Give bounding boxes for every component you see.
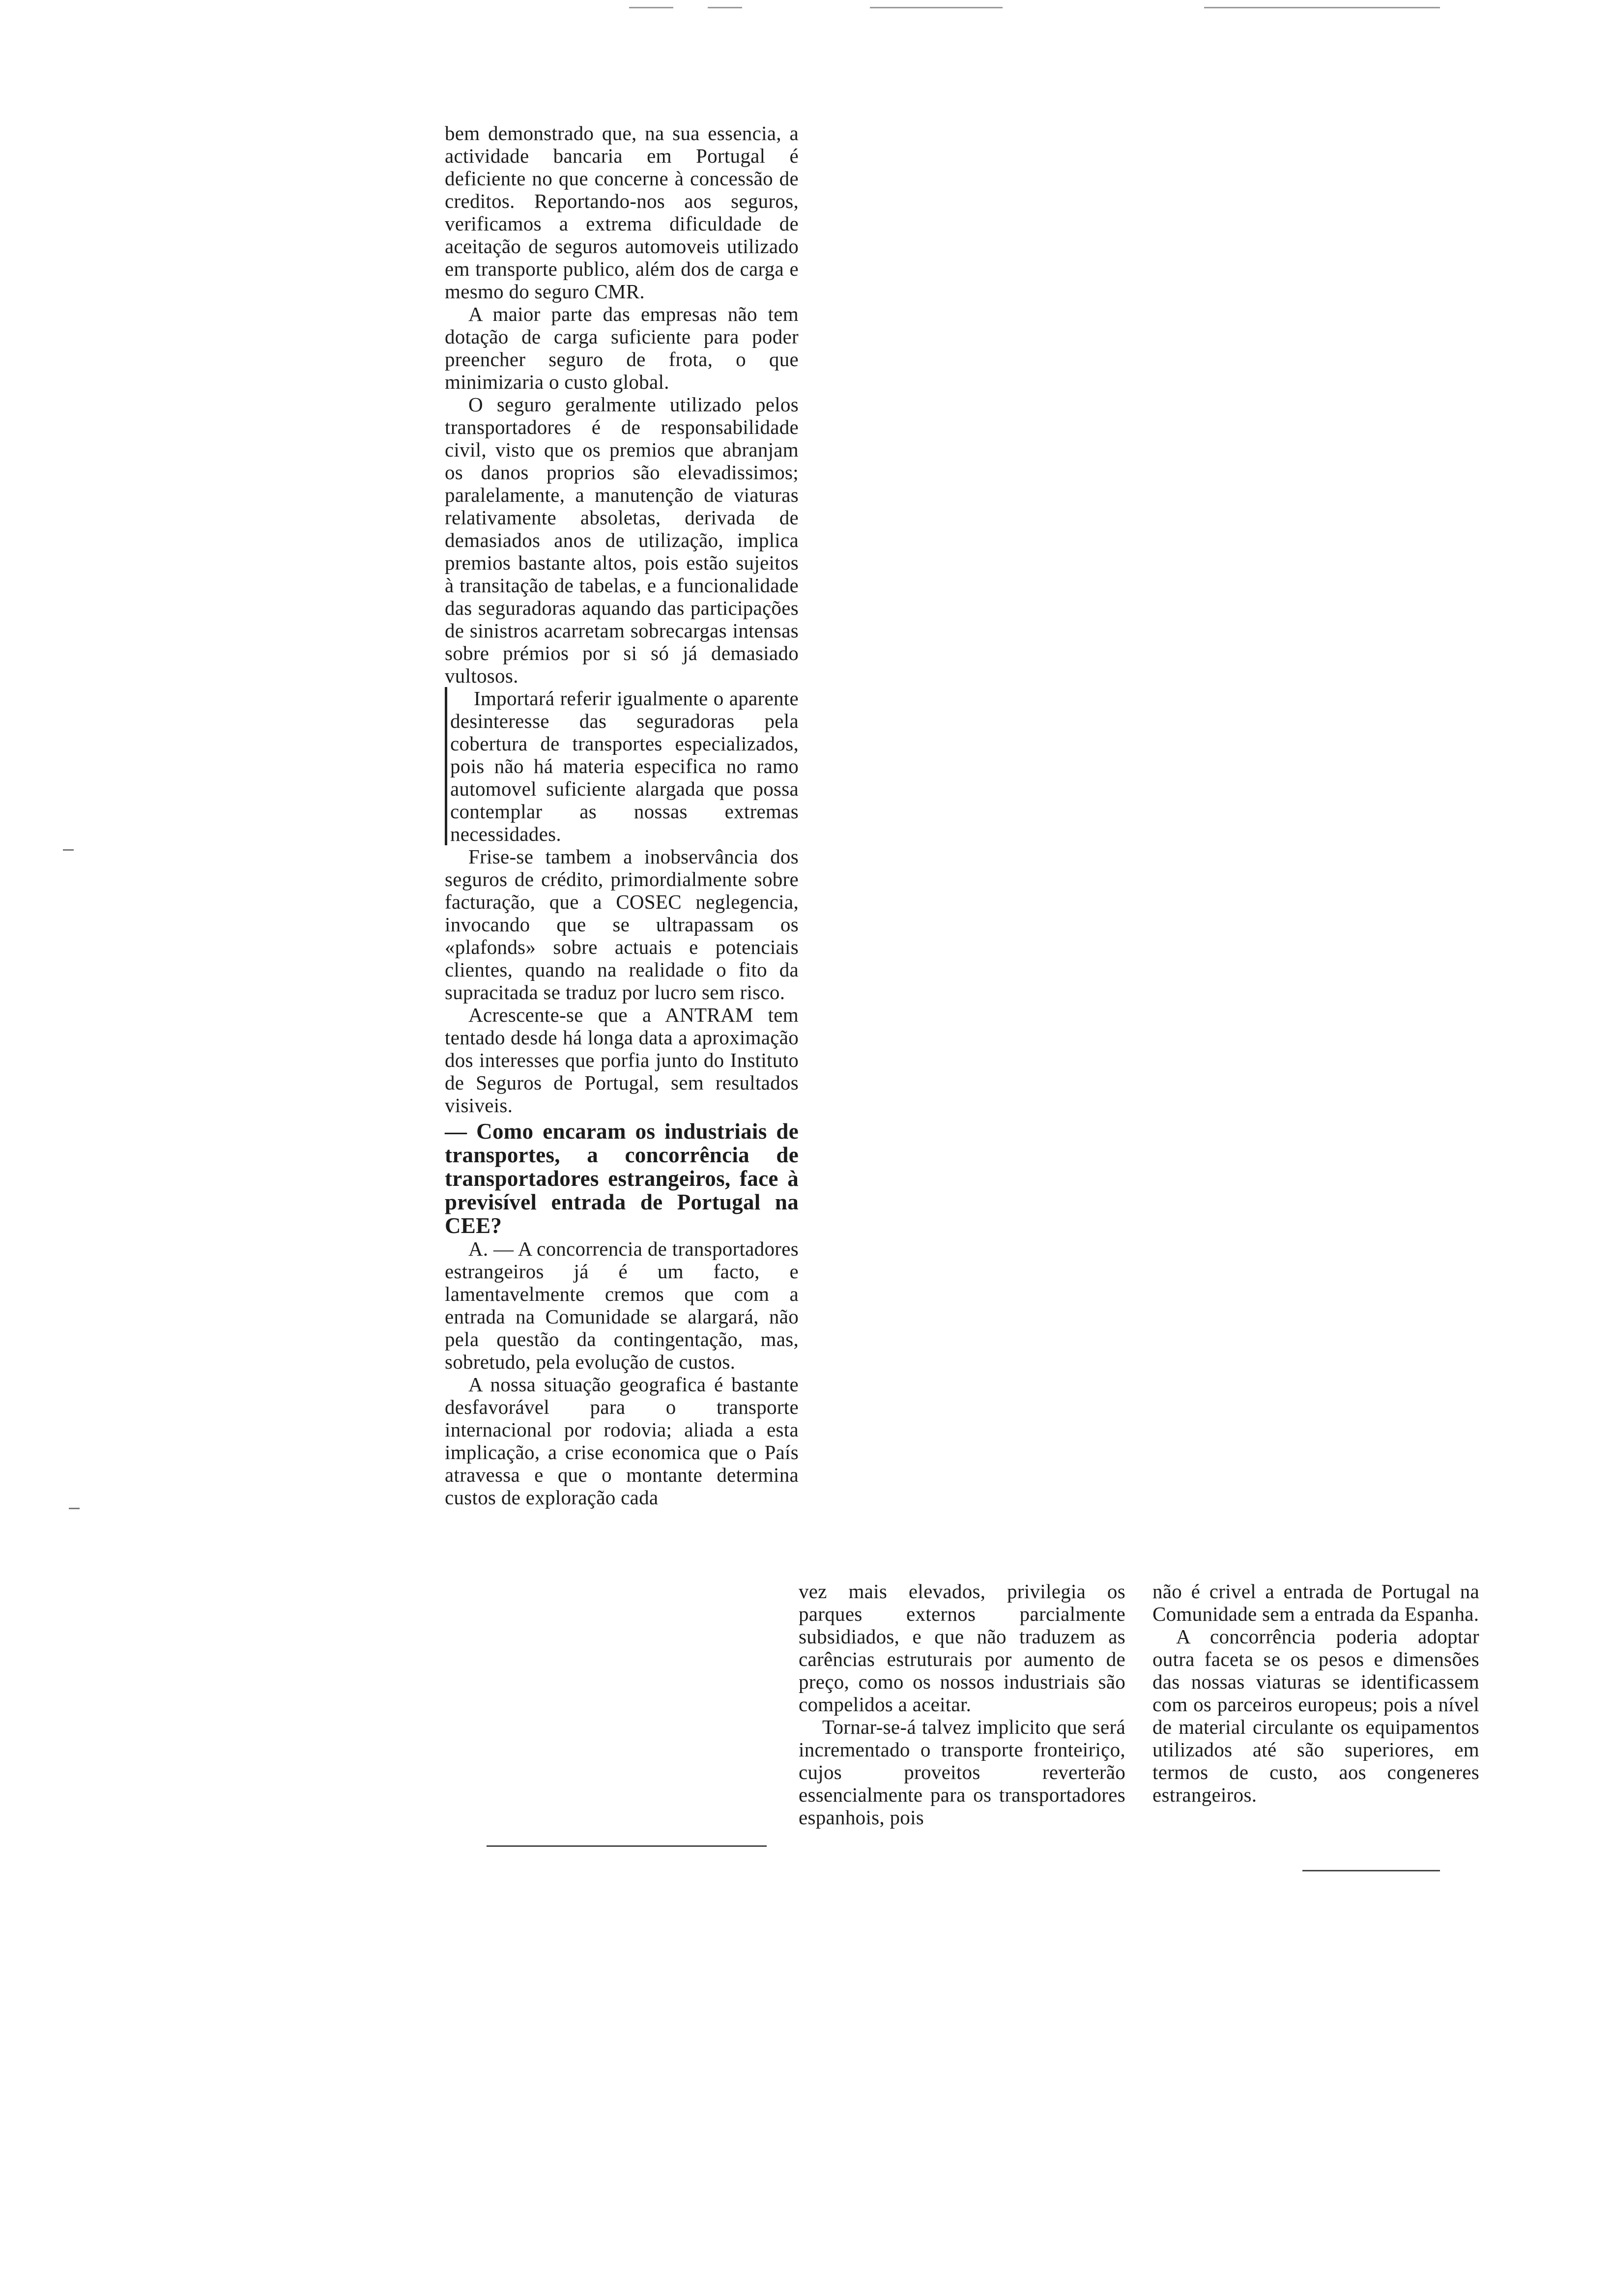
column-3-bottom-rule — [1302, 1870, 1440, 1871]
article-column-2 — [799, 1580, 1125, 1829]
col3-paragraph-2: A concorrência poderia adoptar outra faceta se os pesos e dimensões das nossas viaturas se identificassem com os parceiros europeus; pois a nível de material circulante os equipamentos utilizados até são superiores, em termos de custo, aos congeneres estrangeiros. — [1152, 1625, 1479, 1806]
interview-question: — Como encaram os industriais de transportes, a concorrência de transportadores estrangeiros, face à previsível entrada de Portugal na CEE? — [445, 1119, 799, 1238]
answer-paragraph-2: A nossa situação geografica é bastante desfavorável para o transporte internacional por rodovia; aliada a esta implicação, a crise economica que o País atravessa e que o montante determina custos de exploração cada — [445, 1373, 799, 1509]
col1-paragraph-5: Frise-se tambem a inobservância dos seguros de crédito, primordialmente sobre facturação, que a COSEC neglegencia, invocando que se ultrapassam os «plafonds» sobre actuais e potenciais clientes, quando na realidade o fito da supracitada se traduz por lucro sem risco. — [445, 845, 799, 1004]
article-column-3 — [1152, 1580, 1479, 1806]
margin-tick-2 — [69, 1508, 80, 1509]
margin-tick-1 — [63, 849, 74, 851]
top-rule-left-2 — [708, 7, 742, 8]
col1-paragraph-1: bem demonstrado que, na sua essencia, a actividade bancaria em Portugal é deficiente no que concerne à concessão de creditos. Reportando-nos aos seguros, verificamos a extrema dificuldade de aceitação de seguros automoveis utilizado em transporte publico, além dos de carga e mesmo do seguro CMR. — [445, 122, 799, 303]
col3-paragraph-1: não é crivel a entrada de Portugal na Comunidade sem a entrada da Espanha. — [1152, 1580, 1479, 1625]
article-column-1 — [445, 122, 799, 1509]
column-1-bottom-rule — [487, 1845, 767, 1847]
col1-paragraph-6: Acrescente-se que a ANTRAM tem tentado desde há longa data a aproximação dos interesses que porfia junto do Instituto de Seguros de Portugal, sem resultados visiveis. — [445, 1004, 799, 1117]
answer-paragraph-1: A. — A concorrencia de transportadores estrangeiros já é um facto, e lamentavelmente cremos que com a entrada na Comunidade se alargará, não pela questão da contingentação, mas, sobretudo, pela evolução de custos. — [445, 1237, 799, 1373]
top-rule-middle — [870, 7, 1003, 8]
col2-paragraph-2: Tornar-se-á talvez implicito que será incrementado o transporte fronteiriço, cujos proveitos reverterão essencialmente para os transportadores espanhois, pois — [799, 1716, 1125, 1829]
col1-paragraph-2: A maior parte das empresas não tem dotação de carga suficiente para poder preencher seguro de frota, o que minimizaria o custo global. — [445, 303, 799, 393]
col2-paragraph-1: vez mais elevados, privilegia os parques externos parcialmente subsidiados, e que não traduzem as carências estruturais por aumento de preço, como os nossos industriais são compelidos a aceitar. — [799, 1580, 1125, 1716]
top-rule-left — [629, 7, 673, 8]
col1-paragraph-3: O seguro geralmente utilizado pelos transportadores é de responsabilidade civil, visto que os premios que abranjam os danos proprios são elevadissimos; paralelamente, a manutenção de viaturas relativamente absoletas, derivada de demasiados anos de utilização, implica premios bastante altos, pois estão sujeitos à transitação de tabelas, e a funcionalidade das seguradoras aquando das participações de sinistros acarretam sobrecargas intensas sobre prémios por si só já demasiado vultosos. — [445, 393, 799, 687]
top-rule-right — [1204, 7, 1440, 8]
col1-paragraph-4: Importará referir igualmente o aparente desinteresse das seguradoras pela cobertura de transportes especializados, pois não há materia especifica no ramo automovel suficiente alargada que possa contemplar as nossas extremas necessidades. — [445, 687, 799, 845]
